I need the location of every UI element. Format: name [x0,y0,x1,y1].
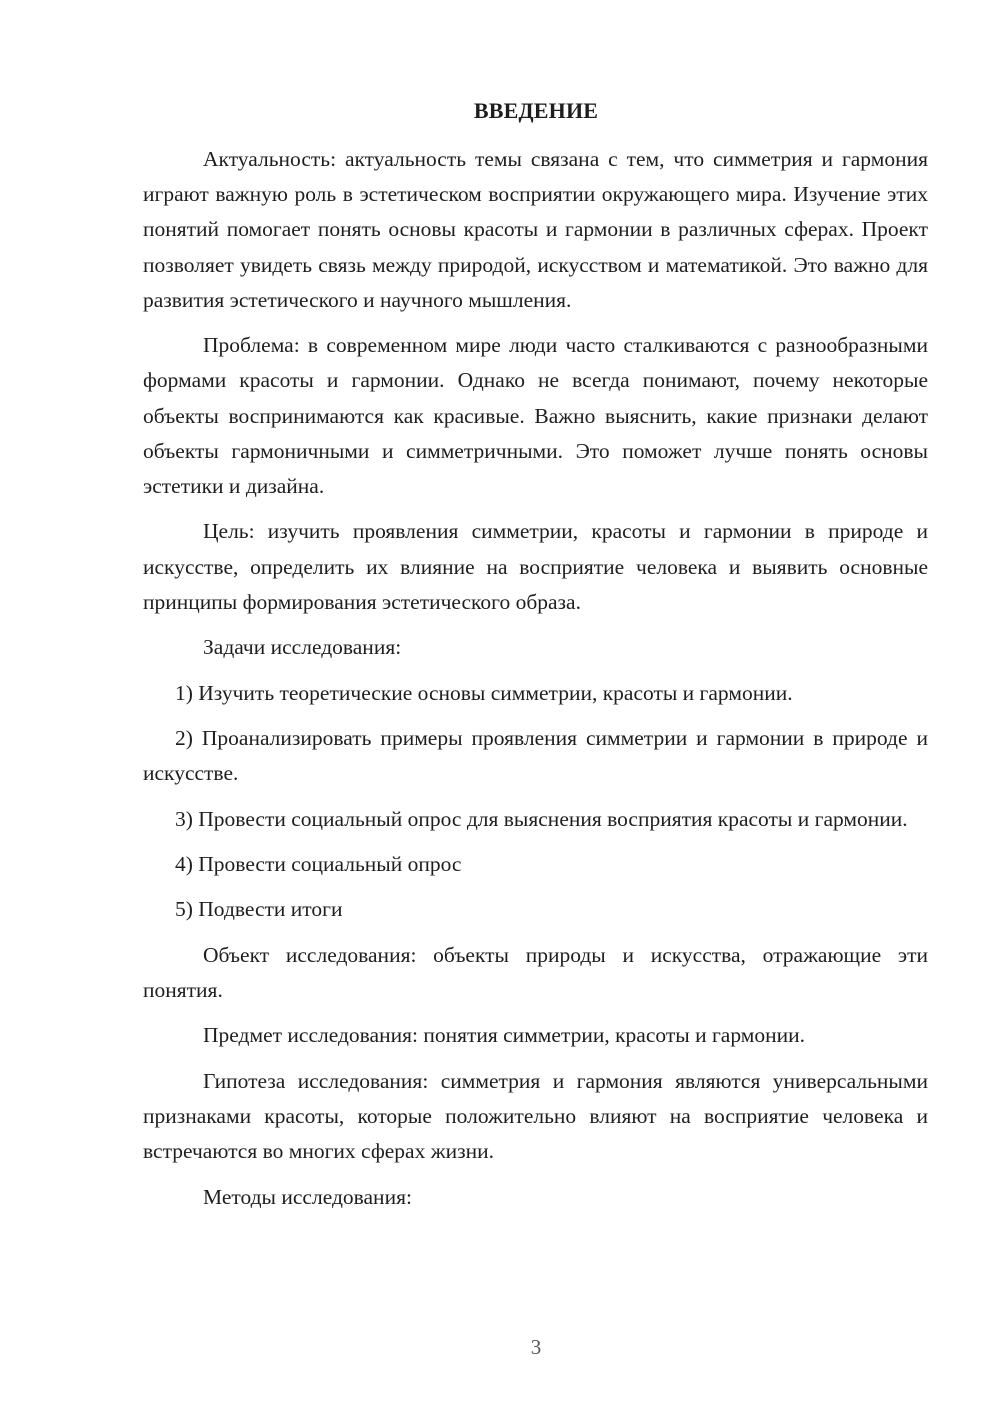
paragraph-goal: Цель: изучить проявления симметрии, красоты и гармонии в природе и искусстве, определить их влияние на восприятие человека и выявить основные принципы формирования эстетического образа. [143,519,928,614]
task-item-4: 4) Провести социальный опрос [175,851,462,876]
paragraph-tasks-heading: Задачи исследования: [203,635,402,660]
page-number: 3 [530,1335,542,1359]
task-item-5: 5) Подвести итоги [175,897,343,922]
paragraph-relevance: Актуальность: актуальность темы связана с тем, что симметрия и гармония играют важную роль в эстетическом восприятии окружающего мира. Изучение этих понятий помогает понять основы красоты и гармонии в различных сферах. Проект позволяет увидеть связь между природой, искусством и математикой. Это важно для развития эстетического и научного мышления. [143,147,928,312]
document-body [143,142,928,1225]
paragraph-problem: Проблема: в современном мире люди часто сталкиваются с разнообразными формами красоты и гармонии. Однако не всегда понимают, почему некоторые объекты воспринимаются как красивые. Важно выяснить, какие признаки делают объекты гармоничными и симметричными. Это поможет лучше понять основы эстетики и дизайна. [143,333,928,499]
paragraph-subject: Предмет исследования: понятия симметрии, красоты и гармонии. [203,1023,805,1048]
task-item-2: 2) Проанализировать примеры проявления симметрии и гармонии в природе и искусстве. [143,725,928,786]
paragraph-methods-heading: Методы исследования: [203,1184,412,1209]
task-item-3: 3) Провести социальный опрос для выяснения восприятия красоты и гармонии. [175,806,908,831]
task-item-1: 1) Изучить теоретические основы симметрии, красоты и гармонии. [175,680,793,705]
paragraph-hypothesis: Гипотеза исследования: симметрия и гармония являются универсальными признаками красоты, которые положительно влияют на восприятие человека и встречаются во многих сферах жизни. [143,1068,928,1164]
section-title: ВВЕДЕНИЕ [473,98,599,123]
paragraph-object: Объект исследования: объекты природы и искусства, отражающие эти понятия. [143,942,928,1002]
